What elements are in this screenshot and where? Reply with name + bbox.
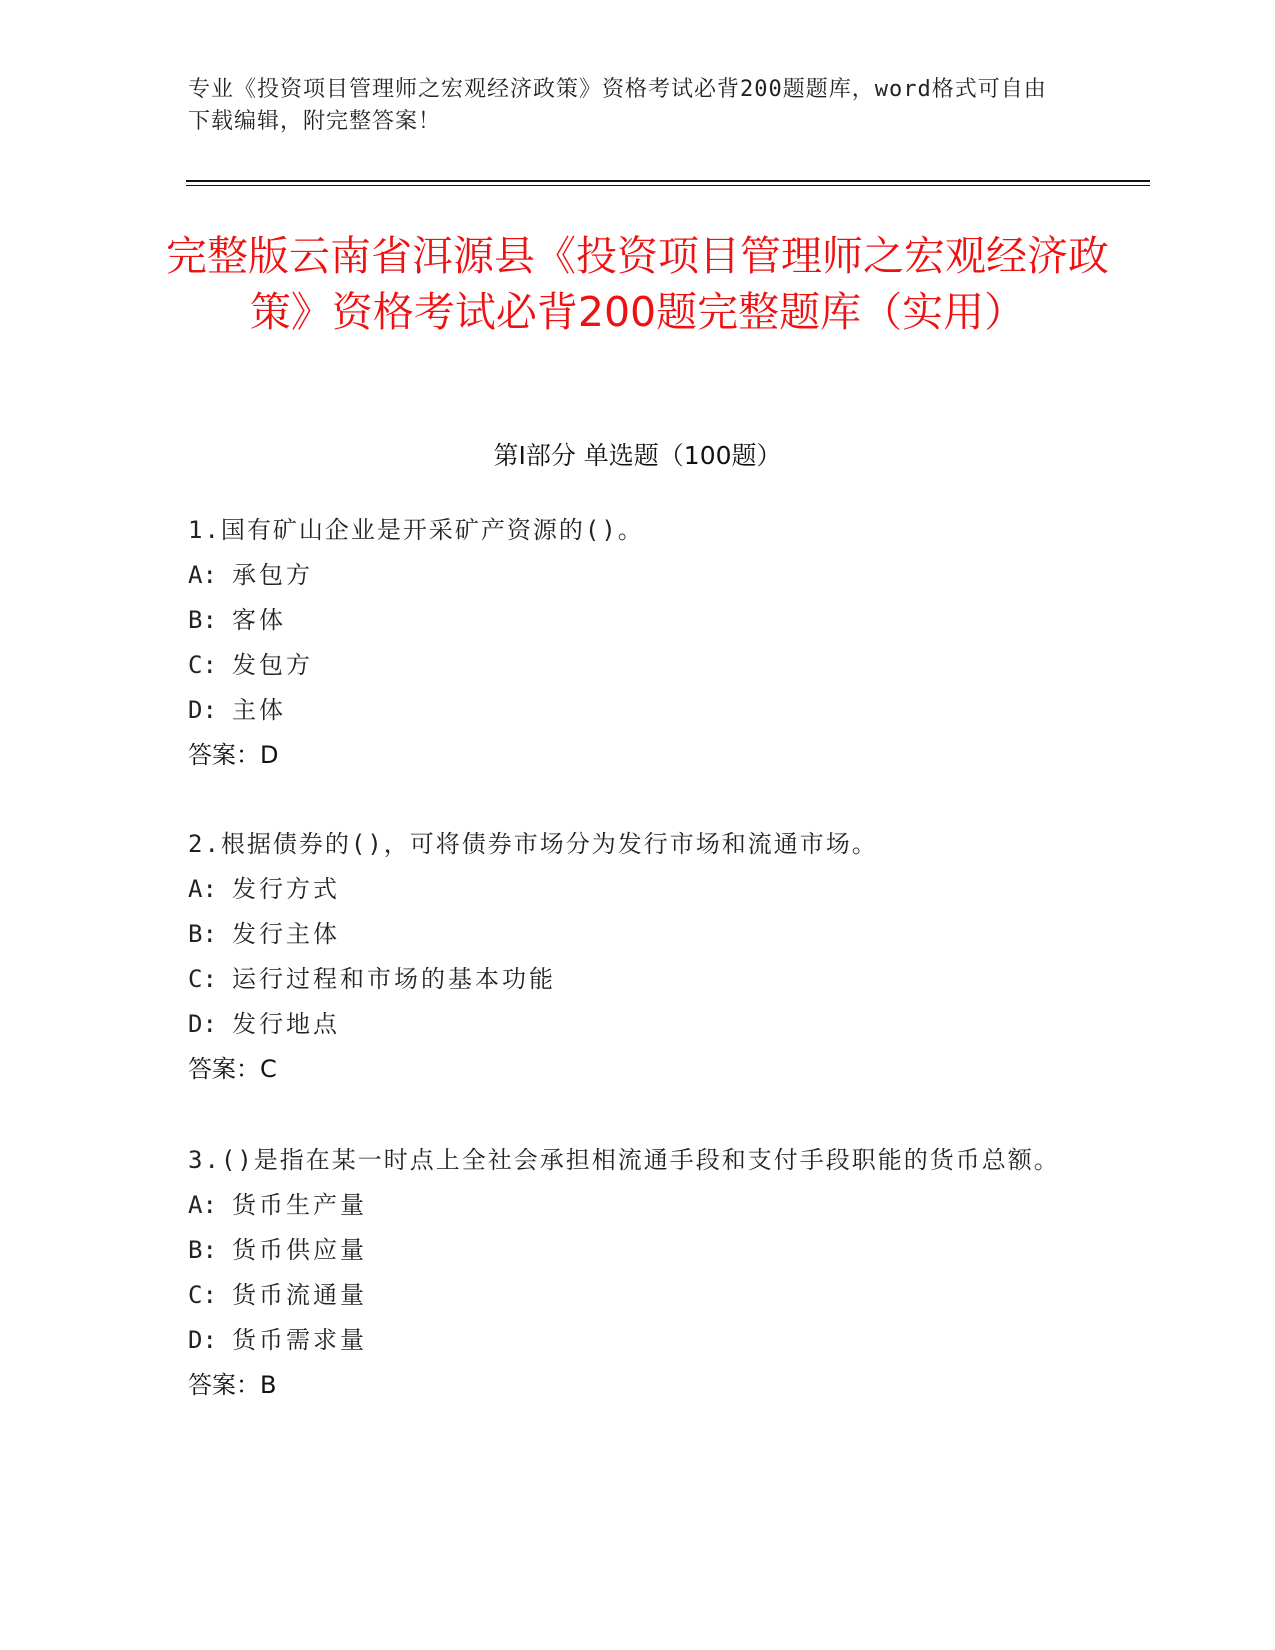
option-a bbox=[188, 553, 1068, 598]
option-b bbox=[188, 598, 1068, 643]
option-b bbox=[188, 912, 1068, 957]
question-stem: 1.国有矿山企业是开采矿产资源的()。 bbox=[188, 516, 644, 544]
answer: 答案：D bbox=[188, 741, 279, 769]
option-text: 客体 bbox=[232, 606, 286, 634]
header-divider-thin bbox=[186, 185, 1150, 186]
option-d bbox=[188, 1318, 1068, 1363]
option-a bbox=[188, 867, 1068, 912]
option-key: D: bbox=[188, 1326, 217, 1354]
answer: 答案：C bbox=[188, 1055, 277, 1083]
document-title: 完整版云南省洱源县《投资项目管理师之宏观经济政策》资格考试必背200题完整题库（实用） bbox=[166, 232, 1109, 336]
option-key: A: bbox=[188, 561, 217, 589]
option-text: 发行主体 bbox=[232, 920, 340, 948]
option-text: 货币供应量 bbox=[232, 1236, 367, 1264]
option-key: A: bbox=[188, 875, 217, 903]
option-d bbox=[188, 1002, 1068, 1047]
option-text: 货币生产量 bbox=[232, 1191, 367, 1219]
option-c bbox=[188, 957, 1068, 1002]
question-stem: 2.根据债券的()，可将债券市场分为发行市场和流通市场。 bbox=[188, 830, 878, 858]
option-key: C: bbox=[188, 651, 217, 679]
option-key: B: bbox=[188, 606, 217, 634]
option-key: C: bbox=[188, 1281, 217, 1309]
option-text: 运行过程和市场的基本功能 bbox=[232, 965, 556, 993]
option-key: D: bbox=[188, 696, 217, 724]
option-key: B: bbox=[188, 920, 217, 948]
option-text: 货币需求量 bbox=[232, 1326, 367, 1354]
option-text: 承包方 bbox=[232, 561, 313, 589]
option-text: 发行方式 bbox=[232, 875, 340, 903]
option-c bbox=[188, 1273, 1068, 1318]
question-2 bbox=[188, 822, 1068, 1092]
section-title: 第Ⅰ部分 单选题（100题） bbox=[493, 441, 782, 470]
option-text: 主体 bbox=[232, 696, 286, 724]
option-d bbox=[188, 688, 1068, 733]
question-stem: 3.()是指在某一时点上全社会承担相流通手段和支付手段职能的货币总额。 bbox=[188, 1146, 1060, 1174]
option-b bbox=[188, 1228, 1068, 1273]
option-key: C: bbox=[188, 965, 217, 993]
option-a bbox=[188, 1183, 1068, 1228]
option-text: 发行地点 bbox=[232, 1010, 340, 1038]
question-3 bbox=[188, 1138, 1068, 1408]
option-c bbox=[188, 643, 1068, 688]
option-key: B: bbox=[188, 1236, 217, 1264]
question-1 bbox=[188, 508, 1068, 778]
answer: 答案：B bbox=[188, 1371, 277, 1399]
option-key: D: bbox=[188, 1010, 217, 1038]
header-divider-thick bbox=[186, 180, 1150, 182]
option-key: A: bbox=[188, 1191, 217, 1219]
header-note: 专业《投资项目管理师之宏观经济政策》资格考试必背200题题库，word格式可自由下载编辑，附完整答案！ bbox=[188, 77, 1047, 134]
option-text: 货币流通量 bbox=[232, 1281, 367, 1309]
option-text: 发包方 bbox=[232, 651, 313, 679]
